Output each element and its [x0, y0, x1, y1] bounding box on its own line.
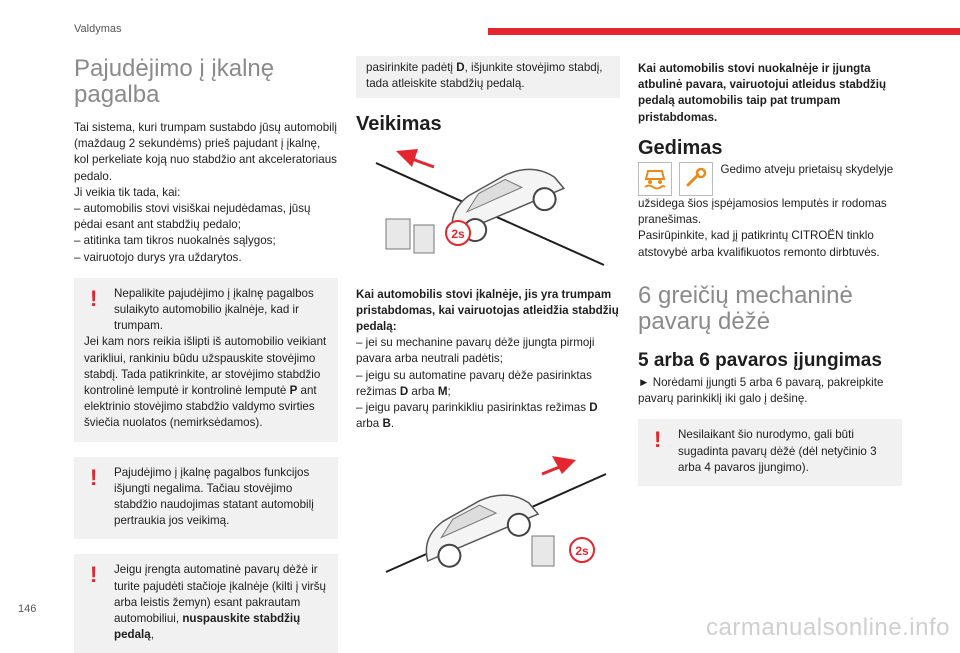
warning-text: Pajudėjimo į įkalnę pagalbos funkcijos išjungti negalima. Tačiau stovėjimo stabdžio naudojimas statant automobilį pertraukia jos veikimą.	[114, 465, 314, 528]
operation-item: – jeigu pavarų parinkikliu pasirinktas režimas D arba B.	[356, 401, 598, 431]
hill-assist-warning-icon	[638, 162, 672, 196]
warning-text-continued: pasirinkite padėtį D, išjunkite stovėjimo stabdį, tada atleiskite stabdžių pedalą.	[366, 61, 603, 91]
operation-item: – jei su mechanine pavarų dėže įjungta pirmoji pavara arba neutrali padėtis;	[356, 336, 595, 366]
fault-heading: Gedimas	[638, 136, 723, 159]
section-label: Valdymas	[74, 23, 122, 35]
warning-box	[74, 278, 338, 442]
warning-box	[638, 419, 902, 486]
column-1	[74, 56, 338, 653]
gear-instruction: ► Norėdami įjungti 5 arba 6 pavarą, pakreipkite pavarų parinkiklį iki galo į dešinę.	[638, 376, 884, 406]
downhill-car-illustration	[356, 442, 620, 592]
fault-text: Gedimo atveju prietaisų skydelyje užsidega šios įspėjamosios lemputės ir rodomas pranešimas.	[638, 163, 894, 227]
warning-box-continued	[356, 56, 620, 98]
warning-icon: !	[90, 562, 98, 588]
warning-text: Nepalikite pajudėjimo į įkalnę pagalbos sulaikyto automobilio įkalnėje, kad ir trumpam.	[114, 286, 314, 333]
condition-item: – atitinka tam tikros nuokalnės sąlygos;	[74, 234, 276, 248]
warning-icon: !	[90, 285, 98, 311]
condition-item: – vairuotojo durys yra uždarytos.	[74, 250, 242, 264]
operation-heading: Veikimas	[356, 113, 442, 136]
uphill-car-illustration	[356, 141, 620, 281]
fault-row	[638, 162, 902, 228]
warning-text: Nesilaikant šio nurodymo, gali būti sugadinta pavarų dėžė (dėl netyčinio 3 arba 4 pavaros įjungimo).	[678, 428, 877, 474]
warning-box	[74, 457, 338, 540]
operation-intro: Kai automobilis stovi įkalnėje, jis yra trumpam pristabdomas, kai vairuotojas atleidžia stabdžių pedalą:	[356, 287, 619, 334]
warning-text-continued: Jei kam nors reikia išlipti iš automobilio veikiant varikliui, rankiniu būdu užspauskite stovėjimo stabdį. Tada patikrinkite, ar stovėjimo stabdžio kontrolinė lemputė ir kontrolinė lemputė P ant elektrinio stovėjimo stabdžio valdymo svirties šviečia nuolatos (nemirksėdamos).	[84, 335, 327, 430]
intro-condition-lead: Ji veikia tik tada, kai:	[74, 185, 181, 199]
timer-badge: 2s	[451, 226, 465, 241]
warning-icon: !	[90, 464, 98, 490]
watermark: carmanualsonline.info	[706, 614, 950, 641]
warning-text: Jeigu įrengta automatinė pavarų dėžė ir turite pajudėti stačioje įkalnėje (kilti į viršų arba leistis žemyn) esant pakrautam automobiliui, nuspauskite stabdžių pedalą,	[114, 563, 326, 642]
section-title: Pajudėjimo į įkalnę pagalba	[74, 55, 275, 108]
column-2	[356, 56, 620, 592]
service-wrench-icon	[679, 162, 713, 196]
condition-item: – automobilis stovi visiškai nejudėdamas, jūsų pėdai esant ant stabdžių pedalo;	[74, 202, 311, 232]
warning-box	[74, 554, 338, 653]
warning-icon: !	[654, 427, 662, 453]
fault-advice: Pasirūpinkite, kad jį patikrintų CITROËN tinklo atstovybė arba kvalifikuotos remonto dirbtuvės.	[638, 229, 880, 259]
gearbox-title: 6 greičių mechaninė pavarų dėžė	[638, 281, 853, 335]
downhill-note: Kai automobilis stovi nuokalnėje ir įjungta atbulinė pavara, vairuotojui atleidus stabdžių pedalą automobilis taip pat trumpam pristabdomas.	[638, 62, 887, 124]
header-accent-bar	[488, 28, 960, 35]
gear-engage-heading: 5 arba 6 pavaros įjungimas	[638, 349, 882, 371]
timer-badge: 2s	[575, 544, 589, 559]
column-3	[638, 61, 902, 486]
operation-item: – jeigu su automatine pavarų dėže pasirinktas režimas D arba M;	[356, 368, 592, 398]
page-number: 146	[18, 603, 37, 615]
intro-paragraph: Tai sistema, kuri trumpam sustabdo jūsų automobilį (maždaug 2 sekundėms) prieš pajudant į įkalnę, kol perkeliate koją nuo stabdžio ant akceleratoriaus pedalo.	[74, 121, 337, 183]
